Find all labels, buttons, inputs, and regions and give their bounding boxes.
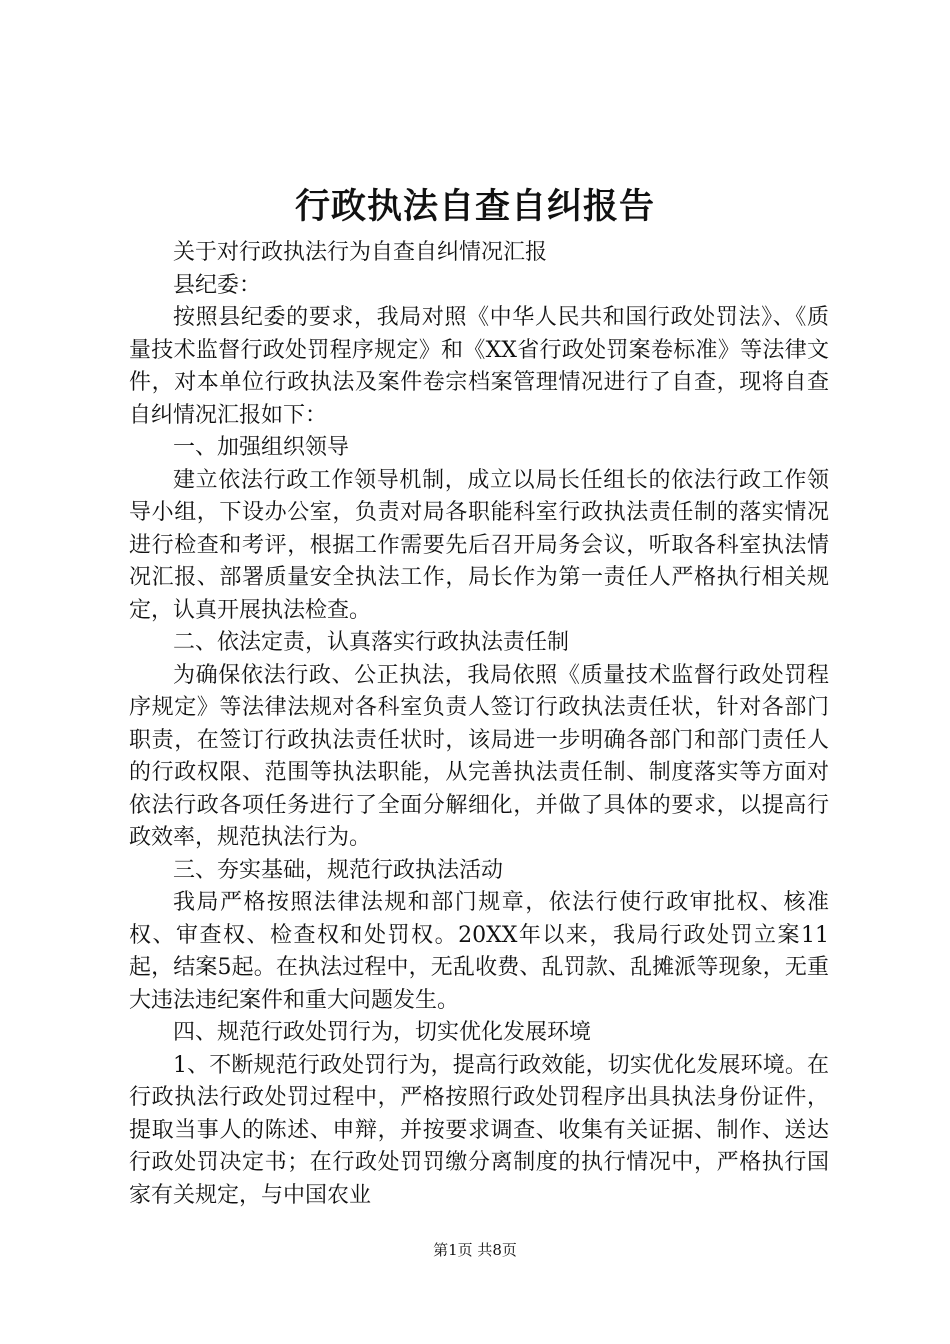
section-heading-2: 二、依法定责，认真落实行政执法责任制	[173, 630, 570, 655]
page-footer: 第1页 共8页	[433, 1241, 517, 1259]
document-body	[129, 237, 829, 1212]
body-paragraph-4: 1、不断规范行政处罚行为，提高行政效能，切实优化发展环境。在行政执法行政处罚过程中，严格按照行政处罚程序出具执法身份证件，提取当事人的陈述、申辩，并按要求调查、收集有关证据、制作、送达行政处罚决定书；在行政处罚罚缴分离制度的执行情况中，严格执行国家有关规定，与中国农业	[129, 1052, 829, 1208]
subtitle-paragraph: 关于对行政执法行为自查自纠情况汇报	[173, 240, 548, 265]
body-paragraph-2: 为确保依法行政、公正执法，我局依照《质量技术监督行政处罚程序规定》等法律法规对各科室负责人签订行政执法责任状，针对各部门职责，在签订行政执法责任状时，该局进一步明确各部门和部门责任人的行政权限、范围等执法职能，从完善执法责任制、制度落实等方面对依法行政各项任务进行了全面分解细化，并做了具体的要求，以提高行政效率，规范执法行为。	[129, 662, 829, 850]
section-heading-3: 三、夯实基础，规范行政执法活动	[173, 857, 504, 883]
section-heading-1: 一、加强组织领导	[173, 435, 350, 460]
intro-paragraph: 按照县纪委的要求，我局对照《中华人民共和国行政处罚法》、《质量技术监督行政处罚程序规定》和《XX省行政处罚案卷标准》等法律文件，对本单位行政执法及案件卷宗档案管理情况进行了自查，现将自查自纠情况汇报如下：	[129, 305, 829, 428]
body-paragraph-3: 我局严格按照法律法规和部门规章，依法行使行政审批权、核准权、审查权、检查权和处罚权。20XX年以来，我局行政处罚立案11起，结案5起。在执法过程中，无乱收费、乱罚款、乱摊派等现象，无重大违法违纪案件和重大问题发生。	[129, 890, 829, 1013]
body-paragraph-1: 建立依法行政工作领导机制，成立以局长任组长的依法行政工作领导小组，下设办公室，负责对局各职能科室行政执法责任制的落实情况进行检查和考评，根据工作需要先后召开局务会议，听取各科室执法情况汇报、部署质量安全执法工作，局长作为第一责任人严格执行相关规定，认真开展执法检查。	[129, 467, 829, 623]
addressee-paragraph: 县纪委：	[173, 272, 262, 298]
document-title: 行政执法自查自纠报告	[294, 187, 655, 227]
section-heading-4: 四、规范行政处罚行为，切实优化发展环境	[173, 1020, 592, 1045]
